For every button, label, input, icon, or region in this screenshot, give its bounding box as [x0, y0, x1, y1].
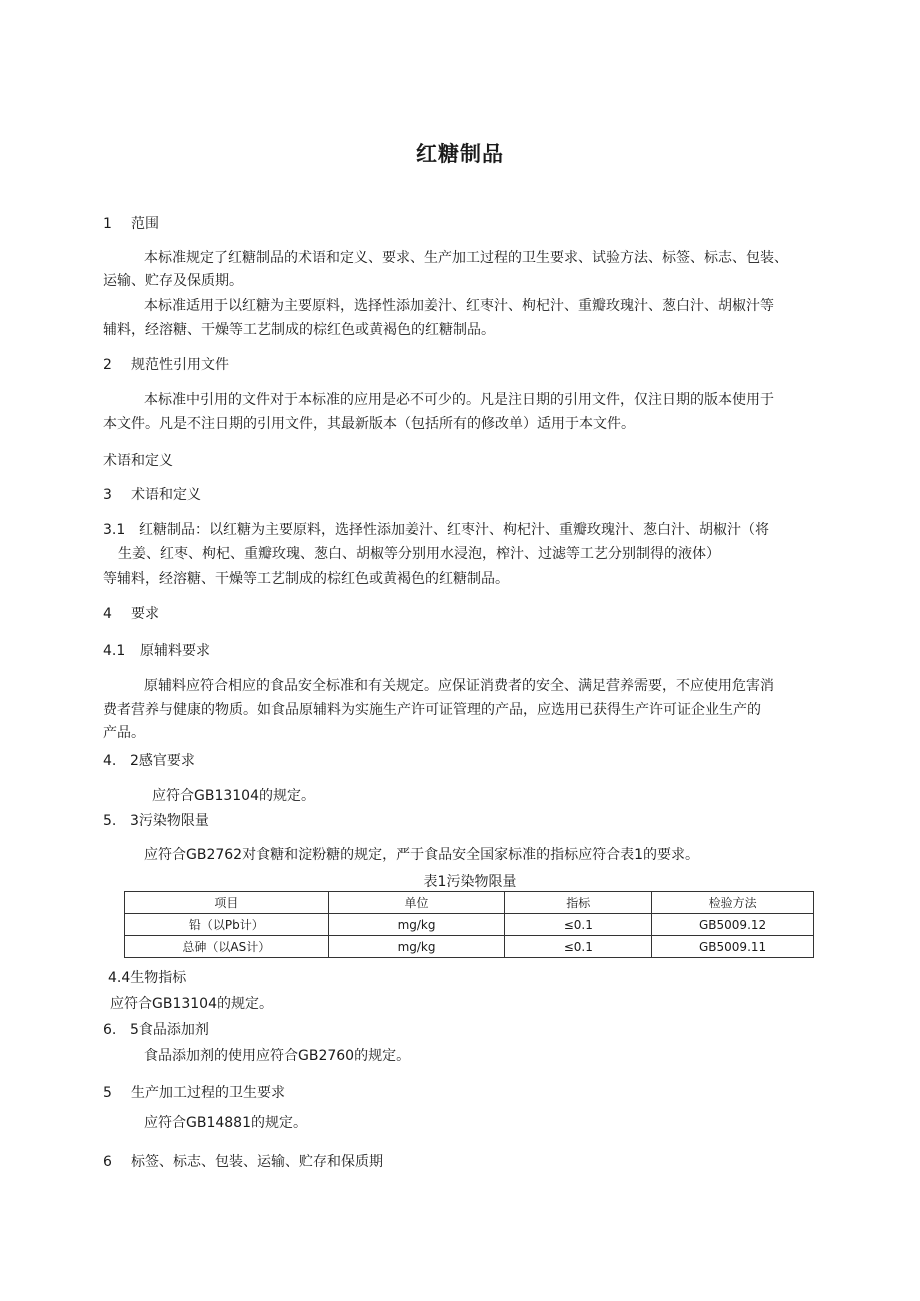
table-cell-item: 总砷（以AS计）: [125, 936, 329, 958]
table-header-unit: 单位: [328, 892, 505, 914]
terms-heading-standalone: 术语和定义: [103, 453, 173, 469]
section-2-para-line-1: 本标准中引用的文件对于本标准的应用是必不可少的。凡是注日期的引用文件，仅注日期的版本使用于: [144, 392, 774, 408]
section-2-number: 2: [103, 357, 112, 373]
section-3-1-line-2: 生姜、红枣、枸杞、重瓣玫瑰、葱白、胡椒等分别用水浸泡，榨汁、过滤等工艺分别制得的液体）: [118, 546, 720, 562]
table-header-item: 项目: [125, 892, 329, 914]
section-3-1-line-1: 红糖制品：以红糖为主要原料，选择性添加姜汁、红枣汁、枸杞汁、重瓣玫瑰汁、葱白汁、胡椒汁（将: [139, 522, 769, 538]
table-row: [125, 936, 814, 958]
section-3-heading: 术语和定义: [131, 487, 201, 503]
section-4-1-line-3: 产品。: [103, 725, 145, 741]
section-4-5-number: 6.: [103, 1022, 117, 1038]
section-4-3-number: 5.: [103, 813, 117, 829]
section-3-1-number: 3.1: [103, 522, 126, 538]
section-4-2-heading: 2感官要求: [130, 753, 195, 769]
section-4-5-text: 食品添加剂的使用应符合GB2760的规定。: [144, 1048, 411, 1064]
section-4-3-heading: 3污染物限量: [130, 813, 209, 829]
section-6-number: 6: [103, 1154, 112, 1170]
section-4-2-text: 应符合GB13104的规定。: [152, 788, 315, 804]
section-2-heading: 规范性引用文件: [131, 357, 229, 373]
section-4-4-text: 应符合GB13104的规定。: [110, 996, 273, 1012]
section-5-number: 5: [103, 1085, 112, 1101]
table-cell-method: GB5009.11: [652, 936, 814, 958]
document-title: 红糖制品: [416, 142, 504, 166]
section-4-number: 4: [103, 606, 112, 622]
section-5-heading: 生产加工过程的卫生要求: [131, 1085, 285, 1101]
section-1-para-1-line-1: 本标准规定了红糖制品的术语和定义、要求、生产加工过程的卫生要求、试验方法、标签、标志、包装、: [144, 250, 788, 266]
section-1-para-1-line-2: 运输、贮存及保质期。: [103, 273, 243, 289]
table-header-row: [125, 892, 814, 914]
table-header-method: 检验方法: [652, 892, 814, 914]
section-1-number: 1: [103, 216, 112, 232]
section-4-1-number: 4.1: [103, 643, 126, 659]
section-4-2-number: 4.: [103, 753, 117, 769]
section-4-1-heading: 原辅料要求: [140, 643, 210, 659]
section-3-1-line-3: 等辅料，经溶糖、干燥等工艺制成的棕红色或黄褐色的红糖制品。: [103, 571, 509, 587]
section-2-para-line-2: 本文件。凡是不注日期的引用文件，其最新版本（包括所有的修改单）适用于本文件。: [103, 416, 635, 432]
table-cell-unit: mg/kg: [328, 914, 505, 936]
section-6-heading: 标签、标志、包装、运输、贮存和保质期: [131, 1154, 383, 1170]
section-4-4-heading: 4.4生物指标: [108, 970, 187, 986]
table-cell-item: 铅（以Pb计）: [125, 914, 329, 936]
table-row: [125, 914, 814, 936]
section-5-text: 应符合GB14881的规定。: [144, 1115, 307, 1131]
section-4-1-line-2: 费者营养与健康的物质。如食品原辅料为实施生产许可证管理的产品，应选用已获得生产许可证企业生产的: [103, 702, 761, 718]
table-header-limit: 指标: [505, 892, 652, 914]
table-cell-method: GB5009.12: [652, 914, 814, 936]
contaminant-limits-table: [124, 891, 814, 958]
table-cell-limit: ≤0.1: [505, 914, 652, 936]
section-3-number: 3: [103, 487, 112, 503]
table-cell-unit: mg/kg: [328, 936, 505, 958]
table-caption: 表1污染物限量: [423, 874, 517, 890]
table-cell-limit: ≤0.1: [505, 936, 652, 958]
section-4-5-heading: 5食品添加剂: [130, 1022, 209, 1038]
section-1-heading: 范围: [131, 216, 159, 232]
section-1-para-2-line-1: 本标准适用于以红糖为主要原料，选择性添加姜汁、红枣汁、枸杞汁、重瓣玫瑰汁、葱白汁、胡椒汁等: [144, 298, 774, 314]
section-4-1-line-1: 原辅料应符合相应的食品安全标准和有关规定。应保证消费者的安全、满足营养需要，不应使用危害消: [144, 678, 774, 694]
section-4-heading: 要求: [131, 606, 159, 622]
section-4-3-text: 应符合GB2762对食糖和淀粉糖的规定，严于食品安全国家标准的指标应符合表1的要求。: [144, 847, 699, 863]
section-1-para-2-line-2: 辅料，经溶糖、干燥等工艺制成的棕红色或黄褐色的红糖制品。: [103, 322, 495, 338]
